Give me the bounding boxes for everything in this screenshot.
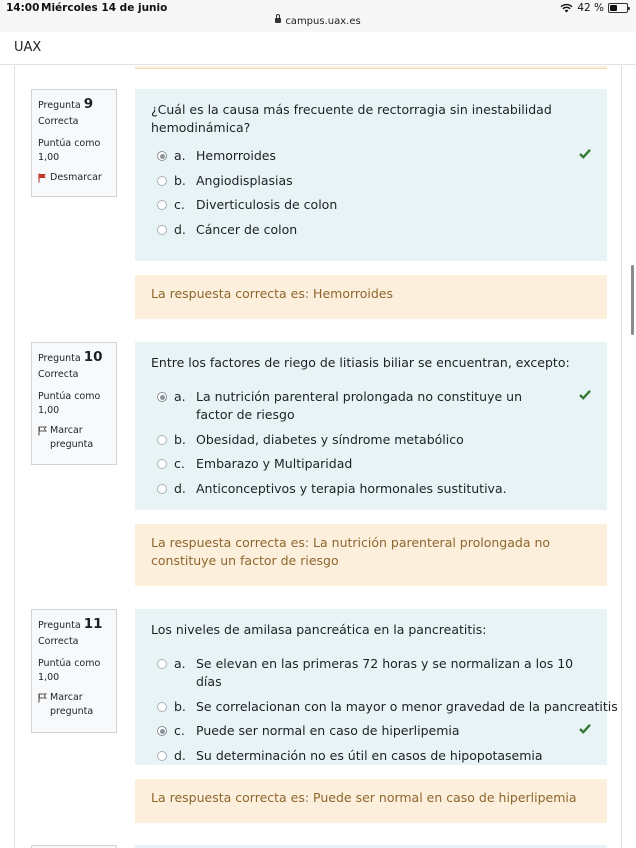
flag-question-toggle[interactable] bbox=[38, 691, 110, 719]
answer-option[interactable]: b. Se correlacionan con la mayor o menor gravedad de la pancreatitis bbox=[151, 698, 591, 716]
site-brand[interactable]: UAX bbox=[14, 40, 42, 55]
radio-selected[interactable] bbox=[157, 392, 167, 402]
radio[interactable] bbox=[157, 459, 167, 469]
radio[interactable] bbox=[157, 702, 167, 712]
question-number: Pregunta 11 bbox=[38, 616, 103, 632]
feedback-box-11 bbox=[135, 779, 607, 823]
status-indicators bbox=[560, 2, 628, 14]
address-bar[interactable] bbox=[0, 16, 636, 27]
question-text: ¿Cuál es la causa más frecuente de rectorragia sin inestabilidad hemodinámica? bbox=[151, 102, 552, 135]
battery-percent: 42 % bbox=[577, 2, 604, 14]
answer-option[interactable]: d. Su determinación no es útil en casos de hipopotasemia bbox=[151, 747, 591, 765]
feedback-box-9 bbox=[135, 275, 607, 319]
radio[interactable] bbox=[157, 659, 167, 669]
question-grade: Puntúa como 1,00 bbox=[38, 391, 101, 416]
question-box-10 bbox=[135, 342, 607, 510]
question-info-9 bbox=[31, 89, 117, 197]
answer-option[interactable]: c. Puede ser normal en caso de hiperlipemia bbox=[151, 722, 591, 740]
question-state: Correcta bbox=[38, 116, 79, 127]
status-time: 14:00 bbox=[6, 2, 40, 14]
answer-option[interactable]: a. La nutrición parenteral prolongada no constituye un factor de riesgo bbox=[151, 388, 591, 424]
question-box-11 bbox=[135, 609, 618, 765]
question-state: Correcta bbox=[38, 636, 79, 647]
check-icon bbox=[579, 148, 591, 159]
question-box-9 bbox=[135, 89, 607, 261]
correct-answer-text: La respuesta correcta es: Puede ser normal en caso de hiperlipemia bbox=[151, 790, 577, 805]
answer-list bbox=[151, 388, 591, 498]
answer-option[interactable]: a. Se elevan en las primeras 72 horas y se normalizan a los 10 días bbox=[151, 655, 591, 691]
wifi-icon bbox=[560, 3, 573, 13]
flag-question-toggle[interactable] bbox=[38, 424, 110, 452]
question-state: Correcta bbox=[38, 369, 79, 380]
flag-label[interactable]: Marcar pregunta bbox=[50, 425, 94, 450]
address-url[interactable]: campus.uax.es bbox=[285, 16, 361, 27]
flag-question-toggle[interactable] bbox=[38, 171, 110, 185]
answer-option[interactable]: c. Embarazo y Multiparidad bbox=[151, 455, 591, 473]
battery-icon bbox=[608, 3, 628, 13]
radio-selected[interactable] bbox=[157, 726, 167, 736]
correct-answer-text: La respuesta correcta es: La nutrición parenteral prolongada no constituye un factor de riesgo bbox=[151, 535, 551, 568]
question-info-10 bbox=[31, 342, 117, 465]
check-icon bbox=[579, 389, 591, 400]
question-grade: Puntúa como 1,00 bbox=[38, 658, 101, 683]
scrollbar[interactable] bbox=[631, 265, 634, 335]
question-grade: Puntúa como 1,00 bbox=[38, 138, 101, 163]
check-icon bbox=[579, 723, 591, 734]
question-info-11 bbox=[31, 609, 117, 733]
radio[interactable] bbox=[157, 200, 167, 210]
answer-option[interactable]: d. Cáncer de colon bbox=[151, 221, 591, 239]
answer-option[interactable]: b. Angiodisplasias bbox=[151, 172, 591, 190]
question-number: Pregunta 9 bbox=[38, 96, 94, 112]
answer-option[interactable]: a. Hemorroides bbox=[151, 147, 591, 165]
lock-icon bbox=[275, 18, 281, 23]
previous-feedback-box bbox=[135, 66, 607, 69]
flag-outline-icon bbox=[38, 693, 47, 703]
flag-label[interactable]: Desmarcar bbox=[50, 172, 102, 183]
radio[interactable] bbox=[157, 225, 167, 235]
flag-filled-icon bbox=[38, 173, 47, 183]
question-text: Los niveles de amilasa pancreática en la pancreatitis: bbox=[151, 622, 487, 637]
site-header bbox=[0, 32, 636, 65]
radio-selected[interactable] bbox=[157, 151, 167, 161]
flag-outline-icon bbox=[38, 426, 47, 436]
question-number: Pregunta 10 bbox=[38, 349, 103, 365]
question-text: Entre los factores de riego de litiasis biliar se encuentran, excepto: bbox=[151, 355, 570, 370]
answer-option[interactable]: b. Obesidad, diabetes y síndrome metabólico bbox=[151, 431, 591, 449]
answer-list bbox=[151, 147, 591, 239]
answer-option[interactable]: d. Anticonceptivos y terapia hormonales sustitutiva. bbox=[151, 480, 591, 498]
radio[interactable] bbox=[157, 435, 167, 445]
radio[interactable] bbox=[157, 176, 167, 186]
quiz-review-content bbox=[14, 66, 622, 848]
answer-list bbox=[151, 655, 618, 765]
correct-answer-text: La respuesta correcta es: Hemorroides bbox=[151, 286, 394, 301]
status-bar bbox=[0, 0, 636, 32]
status-date: Miércoles 14 de junio bbox=[41, 2, 168, 14]
feedback-box-10 bbox=[135, 524, 607, 586]
radio[interactable] bbox=[157, 484, 167, 494]
radio[interactable] bbox=[157, 751, 167, 761]
answer-option[interactable]: c. Diverticulosis de colon bbox=[151, 196, 591, 214]
flag-label[interactable]: Marcar pregunta bbox=[50, 692, 94, 717]
